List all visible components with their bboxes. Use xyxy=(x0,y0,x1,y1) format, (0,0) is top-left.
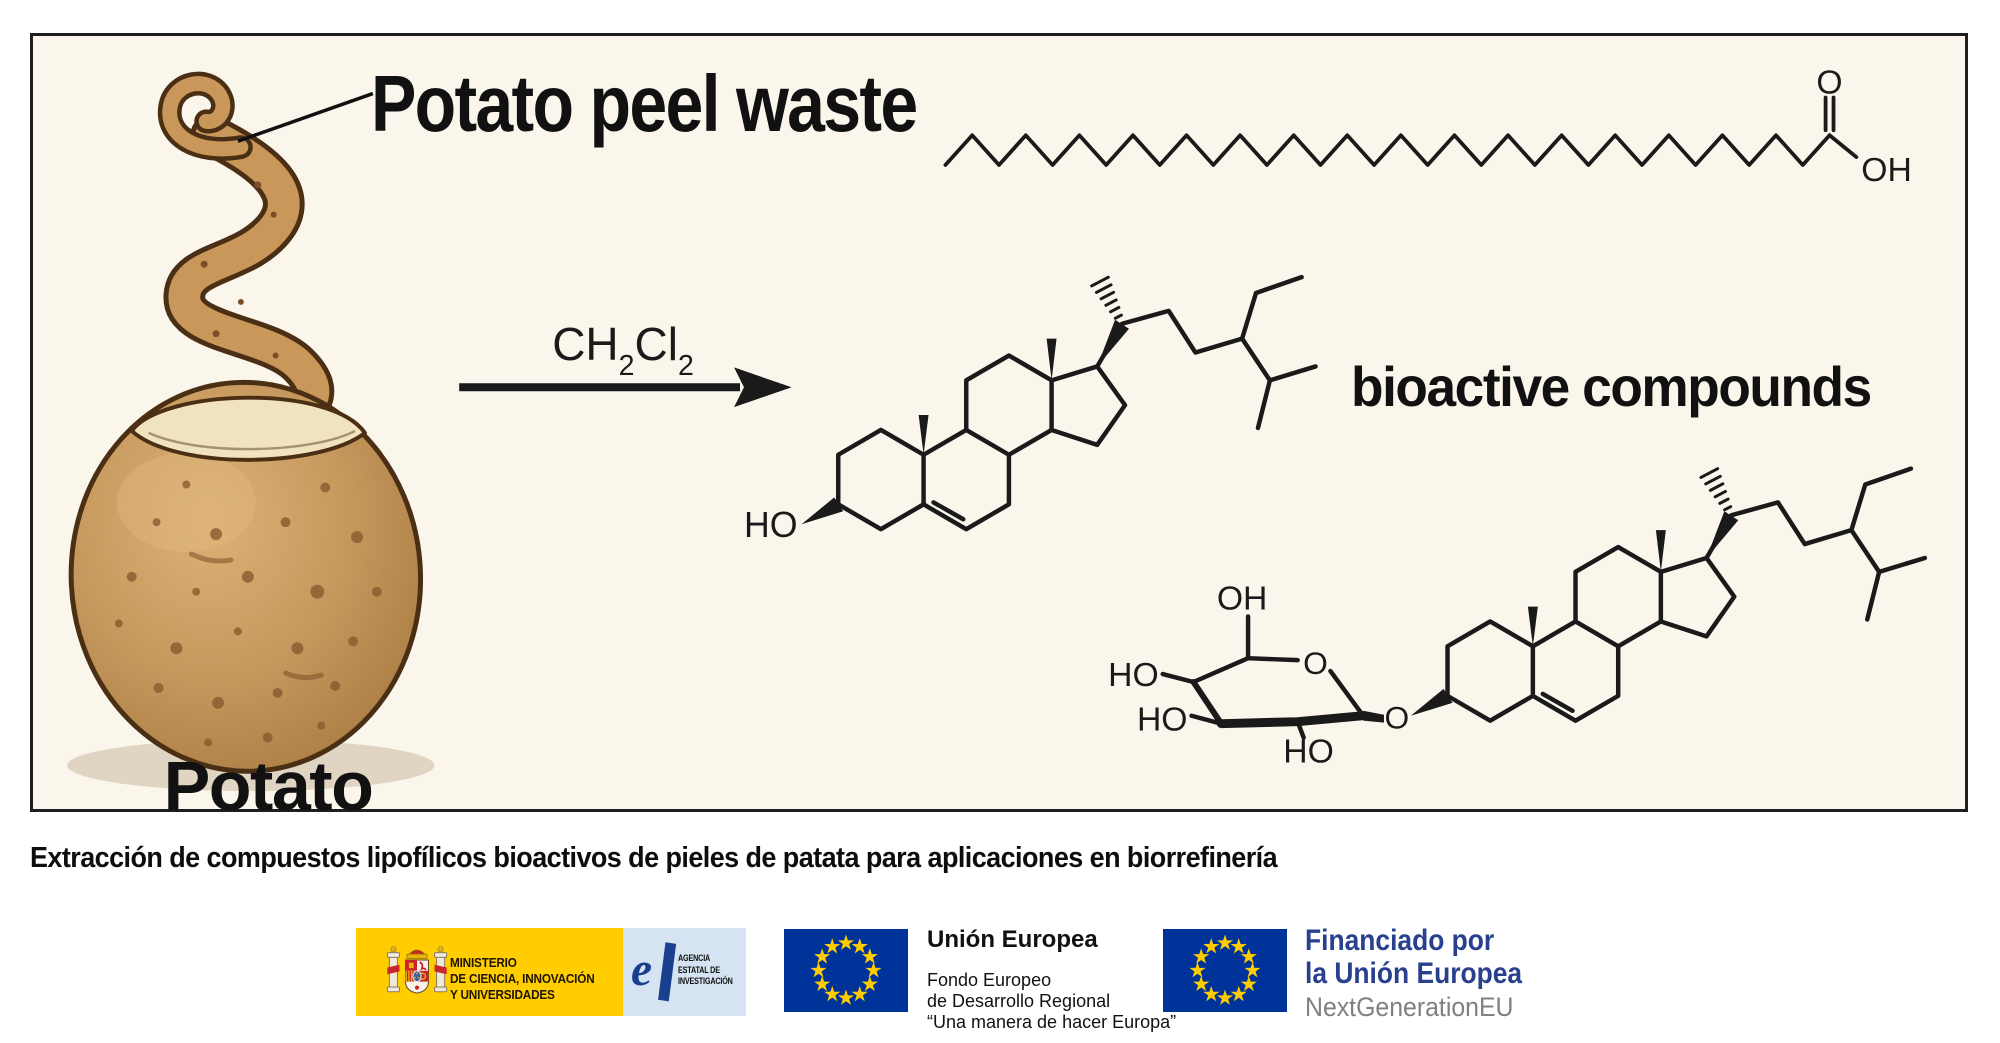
erdf-line-2: de Desarrollo Regional xyxy=(927,991,1111,1011)
ministry-line-3: Y UNIVERSIDADES xyxy=(450,988,555,1002)
sugar-ring-o-label: O xyxy=(1303,645,1328,682)
agency-line-2: ESTATAL DE xyxy=(678,964,720,975)
reagent-ch: CH xyxy=(552,318,619,370)
eu-ngeu-subtitle: NextGenerationEU xyxy=(1305,992,1514,1022)
glycosidic-o-label: O xyxy=(1384,699,1410,736)
research-agency-logo xyxy=(623,928,746,1016)
eu-ngeu-title xyxy=(1305,924,1522,990)
potato-peel-spiral xyxy=(170,84,314,411)
ministry-line-2: DE CIENCIA, INNOVACIÓN xyxy=(450,972,595,986)
erdf-line-3: “Una manera de hacer Europa” xyxy=(927,1012,1177,1032)
bioactive-compounds-label: bioactive compounds xyxy=(1351,355,1871,418)
carbonyl-oxygen-label: O xyxy=(1816,63,1843,102)
sugar-bottom-ho-label: HO xyxy=(1283,732,1334,771)
abstract-panel xyxy=(30,33,1968,825)
erdf-line-1: Fondo Europeo xyxy=(927,970,1052,990)
agency-text xyxy=(678,953,733,988)
potato-label: Potato xyxy=(163,747,373,825)
sterol-structure xyxy=(744,277,1316,545)
eu-erdf-title: Unión Europea xyxy=(927,926,1098,953)
sugar-left-ho-label: HO xyxy=(1108,655,1159,694)
agency-glyph: e xyxy=(631,943,653,996)
agency-line-3: INVESTIGACIÓN xyxy=(678,976,733,986)
reagent-sub1: 2 xyxy=(618,350,635,383)
sterol-ho-label: HO xyxy=(743,505,798,546)
chemistry-artwork xyxy=(33,36,1965,809)
ngeu-line-2: la Unión Europea xyxy=(1305,957,1523,990)
sugar-top-oh-label: OH xyxy=(1216,579,1268,618)
potato-illustration xyxy=(61,84,434,792)
eu-flag-icon xyxy=(1163,929,1287,1012)
reagent-label xyxy=(473,317,773,383)
sugar-left-ho2-label: HO xyxy=(1136,700,1188,739)
eu-erdf-text xyxy=(927,970,1176,1033)
ministry-text xyxy=(450,955,594,1003)
agency-e-icon xyxy=(631,939,677,1003)
reagent-cl: Cl xyxy=(634,318,678,370)
glucose-ring xyxy=(1163,616,1384,737)
spain-coat-of-arms-icon xyxy=(386,938,448,1005)
agency-line-1: AGENCIA xyxy=(678,953,711,963)
fatty-acid-structure xyxy=(945,64,1911,189)
eu-flag-icon xyxy=(784,929,908,1012)
ministry-logo xyxy=(356,928,623,1016)
carboxyl-oh-label: OH xyxy=(1861,150,1912,189)
ministry-line-1: MINISTERIO xyxy=(450,956,517,970)
ngeu-line-1: Financiado por xyxy=(1305,924,1495,957)
sterol-glycoside-structure xyxy=(1108,469,1925,771)
figure-title: Potato peel waste xyxy=(371,59,917,148)
reagent-sub2: 2 xyxy=(677,350,694,383)
figure-caption: Extracción de compuestos lipofílicos bioactivos de pieles de patata para aplicaciones en biorrefinería xyxy=(30,842,1278,874)
title-pointer-line xyxy=(238,94,373,142)
